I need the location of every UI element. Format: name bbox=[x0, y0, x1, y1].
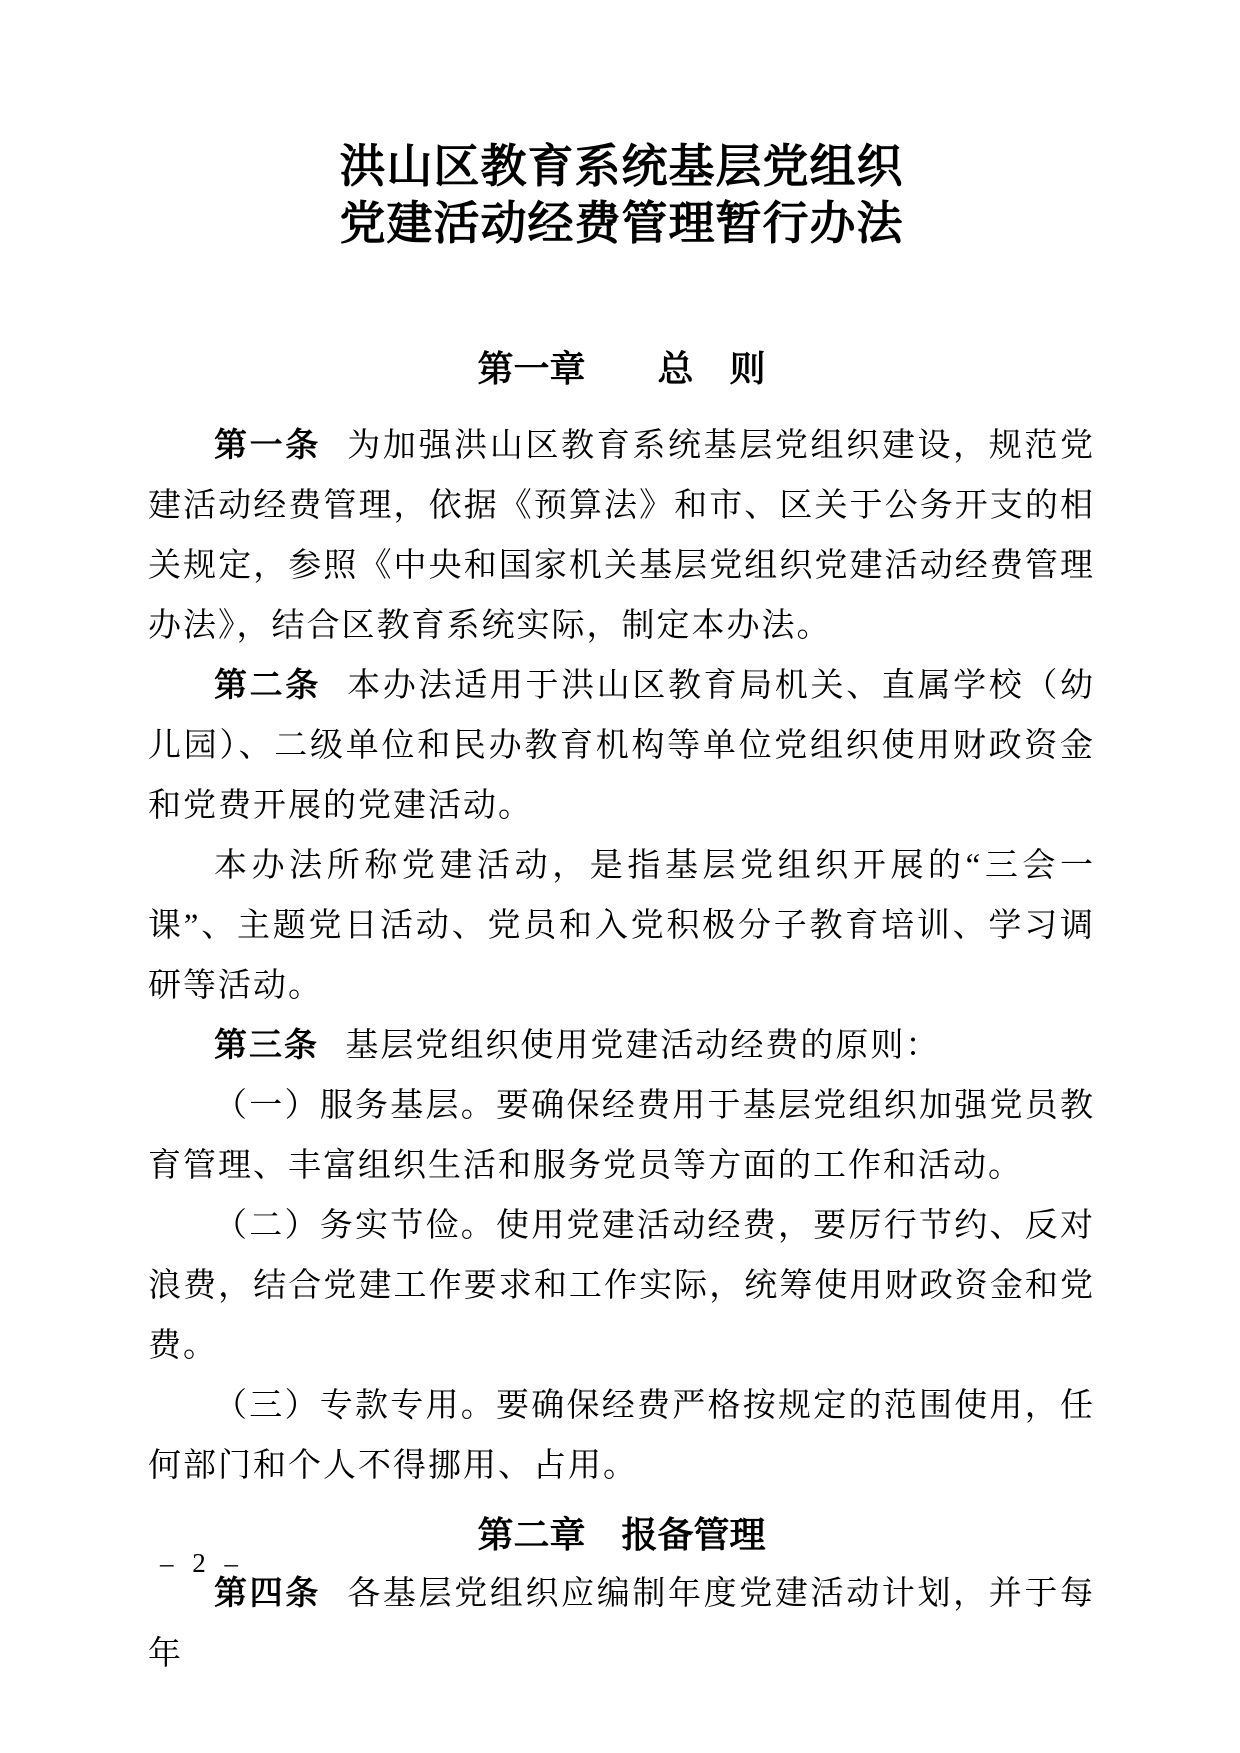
paragraph-article-4 bbox=[148, 1564, 1095, 1684]
paragraph-principle-1 bbox=[148, 1076, 1095, 1196]
paragraph-article-3 bbox=[148, 1016, 1095, 1076]
article-2-text: 本办法适用于洪山区教育局机关、直属学校（幼儿园）、二级单位和民办教育机构等单位党组织使用财政资金和党费开展的党建活动。 bbox=[148, 668, 1096, 824]
document-title bbox=[148, 138, 1095, 252]
article-1-text: 为加强洪山区教育系统基层党组织建设，规范党建活动经费管理，依据《预算法》和市、区关于公务开支的相关规定，参照《中央和国家机关基层党组织党建活动经费管理办法》，结合区教育系统实际，制定本办法。 bbox=[148, 428, 1096, 644]
definition-text: 本办法所称党建活动，是指基层党组织开展的“三会一课”、主题党日活动、党员和入党积极分子教育培训、学习调研等活动。 bbox=[148, 848, 1095, 1004]
page-number: – 2 – bbox=[160, 1548, 244, 1578]
article-3-text: 基层党组织使用党建活动经费的原则： bbox=[345, 1028, 941, 1064]
paragraph-principle-3 bbox=[148, 1376, 1095, 1496]
article-4-text: 各基层党组织应编制年度党建活动计划，并于每年 bbox=[148, 1576, 1096, 1672]
paragraph-definition bbox=[148, 836, 1095, 1016]
principle-2-text: （二）务实节俭。使用党建活动经费，要厉行节约、反对浪费，结合党建工作要求和工作实际，统筹使用财政资金和党费。 bbox=[148, 1208, 1095, 1364]
document-title-line2: 党建活动经费管理暂行办法 bbox=[339, 198, 904, 249]
chapter-2-heading: 第二章 报备管理 bbox=[477, 1514, 766, 1555]
article-4-label: 第四条 bbox=[214, 1576, 321, 1612]
document-title-line1: 洪山区教育系统基层党组织 bbox=[339, 141, 904, 192]
paragraph-principle-2 bbox=[148, 1196, 1095, 1376]
chapter-1-heading: 第一章 总 则 bbox=[477, 348, 766, 389]
article-1-label: 第一条 bbox=[214, 428, 321, 464]
paragraph-article-2 bbox=[148, 656, 1095, 836]
document-body bbox=[148, 416, 1095, 1684]
principle-3-text: （三）专款专用。要确保经费严格按规定的范围使用，任何部门和个人不得挪用、占用。 bbox=[148, 1388, 1095, 1484]
article-2-label: 第二条 bbox=[214, 668, 321, 704]
article-3-label: 第三条 bbox=[214, 1028, 319, 1064]
principle-1-text: （一）服务基层。要确保经费用于基层党组织加强党员教育管理、丰富组织生活和服务党员等方面的工作和活动。 bbox=[148, 1088, 1095, 1184]
paragraph-article-1 bbox=[148, 416, 1095, 656]
